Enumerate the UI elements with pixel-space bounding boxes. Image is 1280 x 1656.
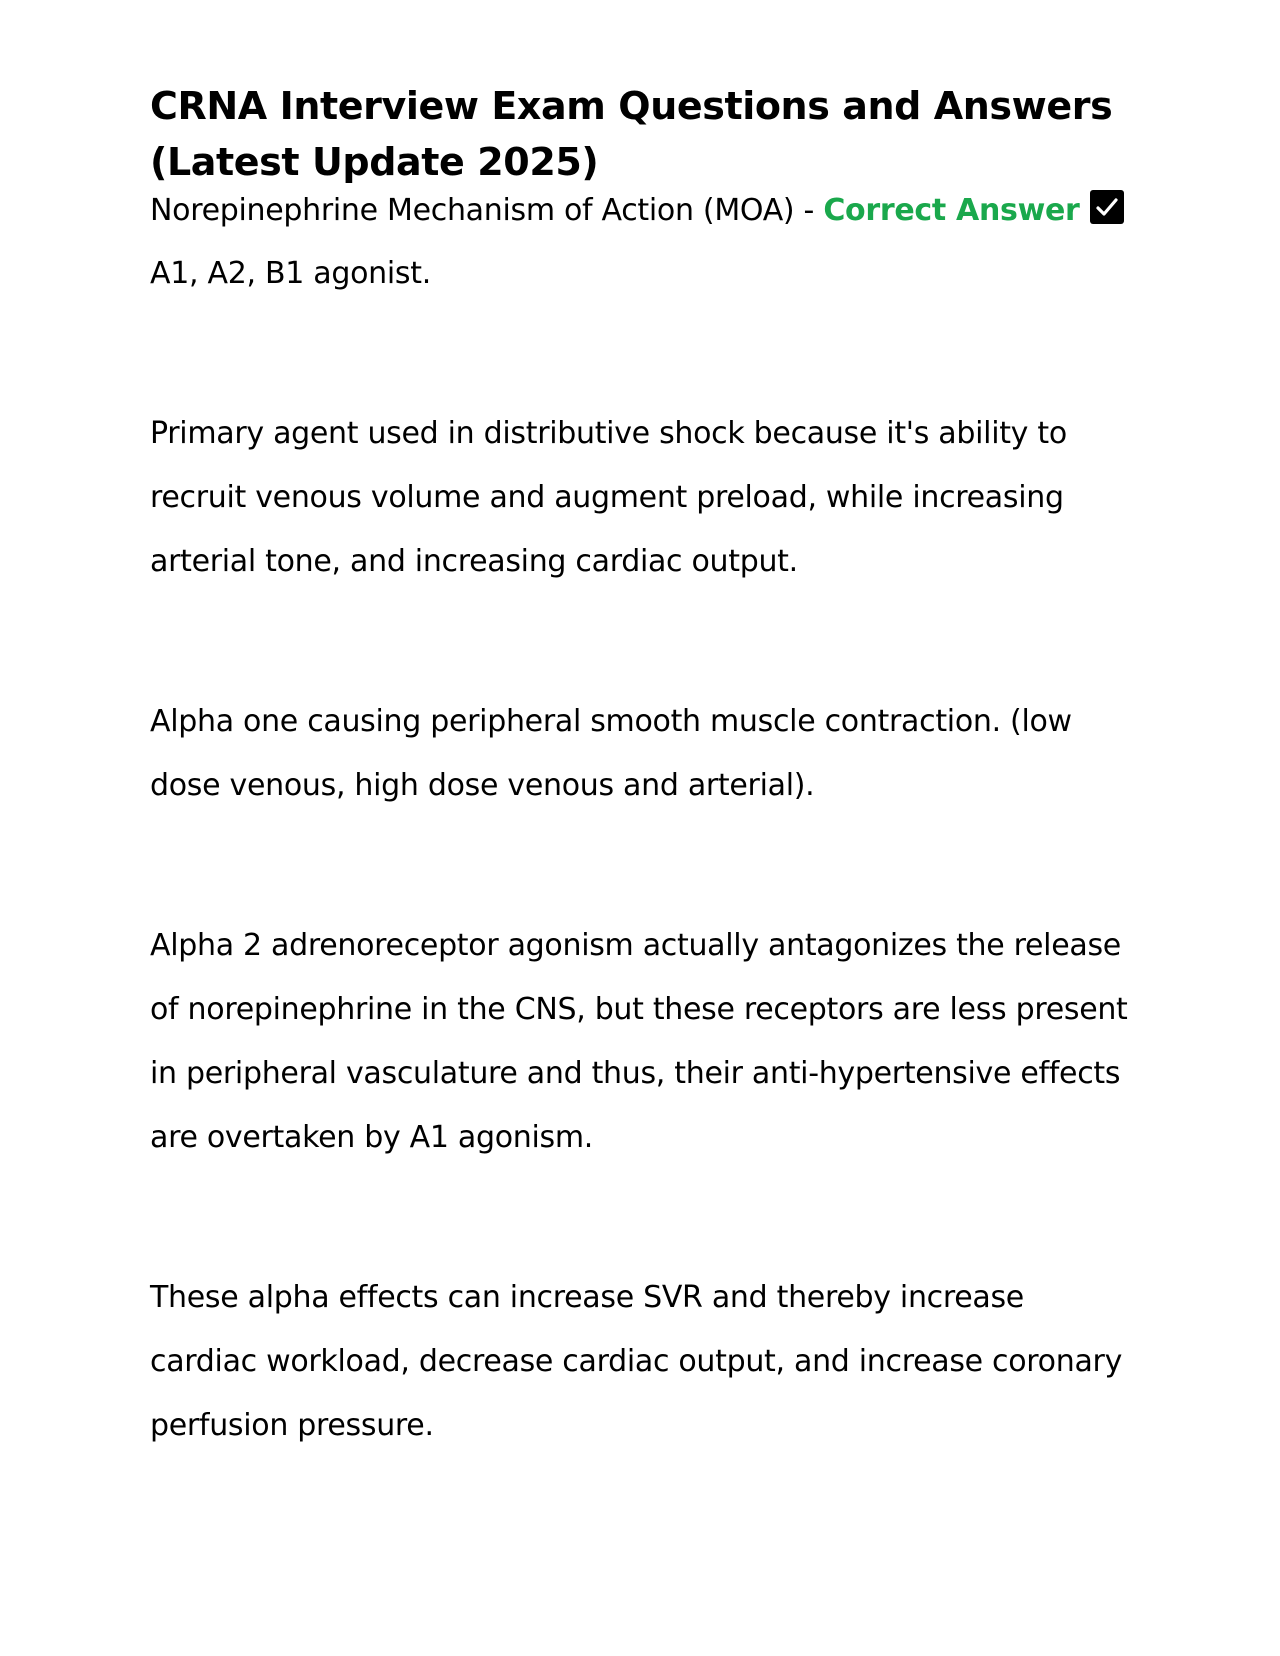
correct-answer-label: Correct Answer	[823, 193, 1080, 228]
title-line-2: (Latest Update 2025)	[150, 140, 599, 184]
page-title	[150, 78, 1140, 190]
title-line-1: CRNA Interview Exam Questions and Answers	[150, 84, 1113, 128]
question-line	[150, 190, 1140, 230]
check-box-icon	[1090, 190, 1124, 224]
answer-paragraph-3: Alpha one causing peripheral smooth muscle contraction. (low dose venous, high dose venous and arterial).	[150, 704, 1072, 803]
answer-paragraph-5: These alpha effects can increase SVR and thereby increase cardiac workload, decrease cardiac output, and increase coronary perfusion pressure.	[150, 1280, 1123, 1443]
answer-paragraph-4: Alpha 2 adrenoreceptor agonism actually antagonizes the release of norepinephrine in the CNS, but these receptors are less present in peripheral vasculature and thus, their anti-hypertensive effects are overtaken by A1 agonism.	[150, 928, 1128, 1155]
answer-paragraph-1: A1, A2, B1 agonist.	[150, 256, 431, 291]
question-text: Norepinephrine Mechanism of Action (MOA) -	[150, 193, 824, 228]
answer-paragraph-2: Primary agent used in distributive shock because it's ability to recruit venous volume and augment preload, while increasing arterial tone, and increasing cardiac output.	[150, 416, 1067, 579]
document-page	[150, 78, 1140, 1458]
